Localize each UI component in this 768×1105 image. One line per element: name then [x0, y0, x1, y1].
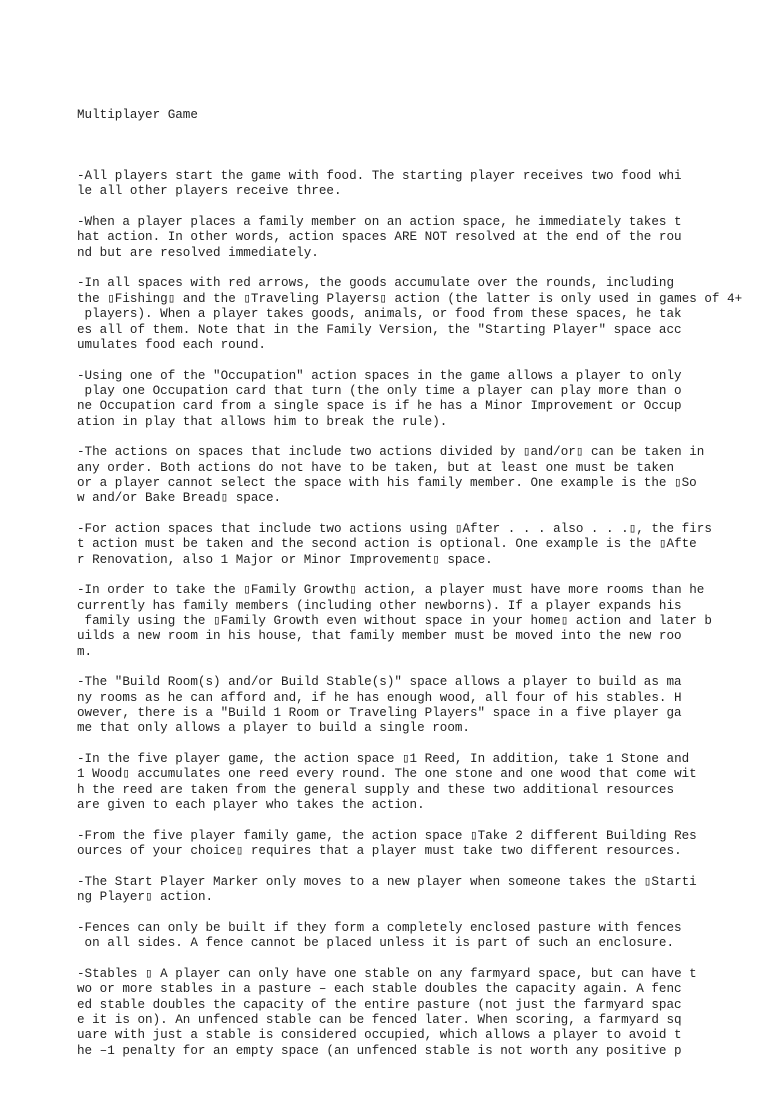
- paragraph-line: 1 Wood▯ accumulates one reed every round. The one stone and one wood that come wit: [77, 767, 697, 782]
- paragraph-list: [77, 169, 767, 1059]
- paragraph-line: e it is on). An unfenced stable can be fenced later. When scoring, a farmyard sq: [77, 1012, 682, 1027]
- paragraph-line: players). When a player takes goods, animals, or food from these spaces, he tak: [77, 307, 682, 322]
- paragraph-line: -In order to take the ▯Family Growth▯ action, a player must have more rooms than he: [77, 583, 705, 598]
- paragraph: [77, 583, 767, 660]
- paragraph-line: on all sides. A fence cannot be placed unless it is part of such an enclosure.: [77, 936, 675, 951]
- paragraph-line: -In the five player game, the action space ▯1 Reed, In addition, take 1 Stone and: [77, 752, 690, 767]
- paragraph-line: h the reed are taken from the general supply and these two additional resources: [77, 782, 675, 797]
- paragraph-line: he –1 penalty for an empty space (an unfenced stable is not worth any positive p: [77, 1043, 682, 1058]
- paragraph: [77, 445, 767, 506]
- paragraph-line: ources of your choice▯ requires that a player must take two different resources.: [77, 844, 682, 859]
- paragraph-line: -The Start Player Marker only moves to a new player when someone takes the ▯Starti: [77, 874, 697, 889]
- paragraph: [77, 369, 767, 430]
- paragraph-line: ng Player▯ action.: [77, 890, 214, 905]
- paragraph: [77, 921, 767, 952]
- paragraph: [77, 276, 767, 353]
- paragraph-line: currently has family members (including other newborns). If a player expands his: [77, 598, 682, 613]
- paragraph-line: -Fences can only be built if they form a completely enclosed pasture with fences: [77, 920, 682, 935]
- paragraph-line: -For action spaces that include two actions using ▯After . . . also . . .▯, the firs: [77, 521, 712, 536]
- paragraph-line: w and/or Bake Bread▯ space.: [77, 491, 282, 506]
- paragraph-line: -The actions on spaces that include two actions divided by ▯and/or▯ can be taken in: [77, 445, 705, 460]
- paragraph-line: -The "Build Room(s) and/or Build Stable(s)" space allows a player to build as ma: [77, 675, 682, 690]
- paragraph-line: me that only allows a player to build a single room.: [77, 721, 470, 736]
- paragraph: [77, 522, 767, 568]
- paragraph-line: any order. Both actions do not have to be taken, but at least one must be taken: [77, 460, 675, 475]
- paragraph-line: -From the five player family game, the action space ▯Take 2 different Building Res: [77, 828, 697, 843]
- paragraph-line: ation in play that allows him to break the rule).: [77, 414, 448, 429]
- paragraph-line: the ▯Fishing▯ and the ▯Traveling Players▯ action (the latter is only used in games of 4+: [77, 291, 743, 306]
- paragraph-line: t action must be taken and the second action is optional. One example is the ▯Afte: [77, 537, 697, 552]
- paragraph: [77, 752, 767, 813]
- paragraph-line: umulates food each round.: [77, 337, 266, 352]
- paragraph-line: ny rooms as he can afford and, if he has enough wood, all four of his stables. H: [77, 690, 682, 705]
- document-body: [77, 77, 767, 1105]
- paragraph-line: ed stable doubles the capacity of the entire pasture (not just the farmyard spac: [77, 997, 682, 1012]
- paragraph-line: are given to each player who takes the action.: [77, 798, 425, 813]
- paragraph-line: le all other players receive three.: [77, 184, 342, 199]
- paragraph-line: -Stables ▯ A player can only have one stable on any farmyard space, but can have t: [77, 966, 697, 981]
- paragraph-line: es all of them. Note that in the Family Version, the "Starting Player" space acc: [77, 322, 682, 337]
- paragraph-line: -Using one of the "Occupation" action spaces in the game allows a player to only: [77, 368, 682, 383]
- paragraph-line: play one Occupation card that turn (the only time a player can play more than o: [77, 383, 682, 398]
- paragraph-line: m.: [77, 644, 93, 659]
- paragraph-line: -When a player places a family member on an action space, he immediately takes t: [77, 215, 682, 230]
- paragraph: [77, 675, 767, 736]
- paragraph-line: -In all spaces with red arrows, the goods accumulate over the rounds, including: [77, 276, 675, 291]
- paragraph: [77, 875, 767, 906]
- paragraph-line: -All players start the game with food. The starting player receives two food whi: [77, 169, 682, 184]
- paragraph-line: r Renovation, also 1 Major or Minor Improvement▯ space.: [77, 552, 493, 567]
- paragraph: [77, 967, 767, 1059]
- paragraph-line: uare with just a stable is considered occupied, which allows a player to avoid t: [77, 1028, 682, 1043]
- paragraph: [77, 829, 767, 860]
- paragraph: [77, 169, 767, 200]
- paragraph-line: wo or more stables in a pasture – each stable doubles the capacity again. A fenc: [77, 982, 682, 997]
- paragraph-line: or a player cannot select the space with his family member. One example is the ▯So: [77, 475, 697, 490]
- paragraph-line: owever, there is a "Build 1 Room or Traveling Players" space in a five player ga: [77, 706, 682, 721]
- document-title: Multiplayer Game: [77, 107, 198, 122]
- paragraph-line: family using the ▯Family Growth even without space in your home▯ action and later b: [77, 614, 712, 629]
- paragraph-line: ne Occupation card from a single space is if he has a Minor Improvement or Occup: [77, 399, 682, 414]
- paragraph-line: hat action. In other words, action spaces ARE NOT resolved at the end of the rou: [77, 230, 682, 245]
- paragraph: [77, 215, 767, 261]
- paragraph-line: nd but are resolved immediately.: [77, 245, 319, 260]
- paragraph-line: uilds a new room in his house, that family member must be moved into the new roo: [77, 629, 682, 644]
